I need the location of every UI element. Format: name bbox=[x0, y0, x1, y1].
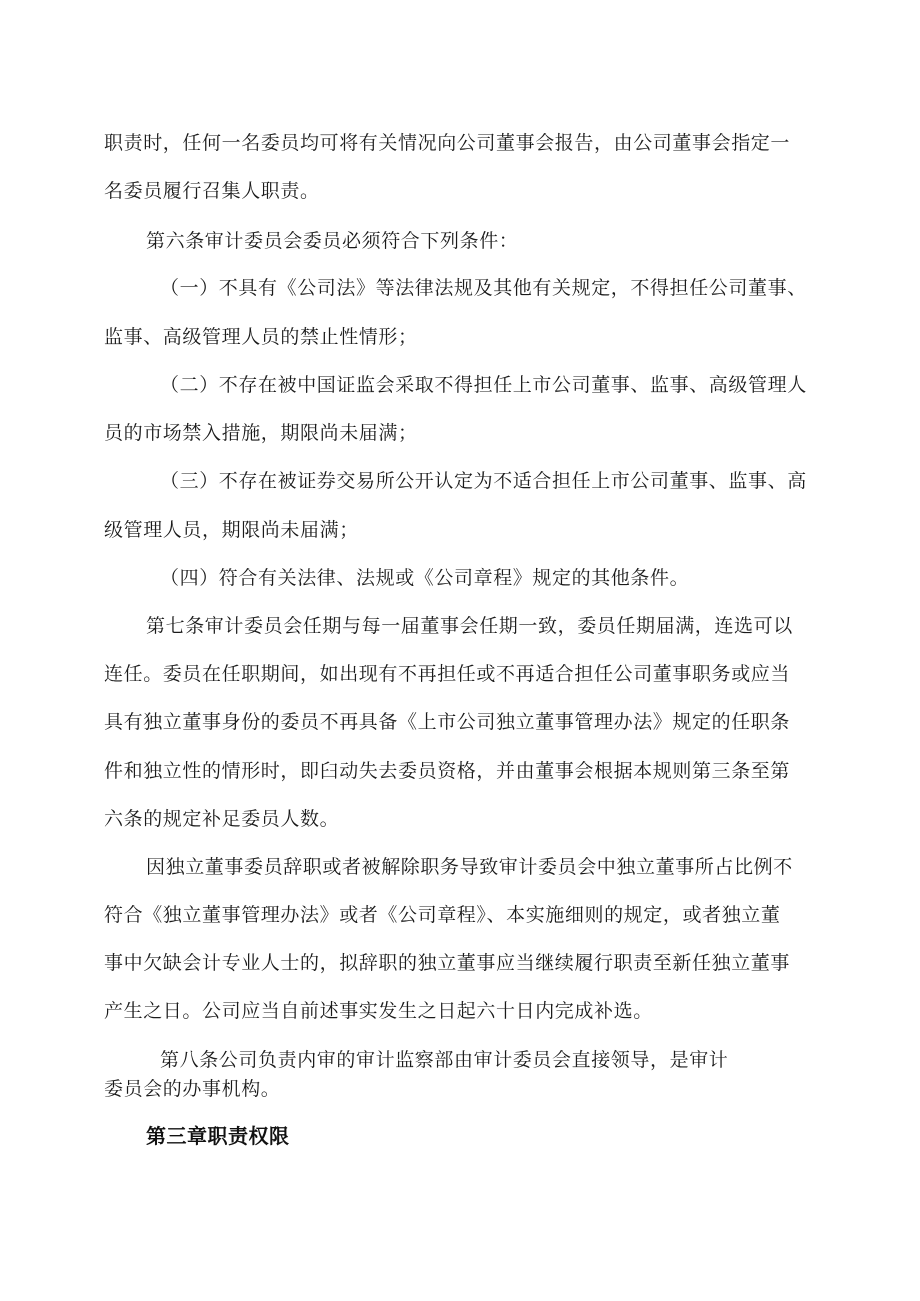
text-line-15: 六条的规定补足委员人数。 bbox=[104, 808, 340, 830]
text-line-10: （四）符合有关法律、法规或《公司章程》规定的其他条件。 bbox=[160, 567, 690, 589]
text-line-14: 件和独立性的情形时，即臼动失去委员资格，并由董事会根据本规则第三条至第 bbox=[104, 760, 791, 782]
text-line-16: 因独立董事委员辞职或者被解除职务导致审计委员会中独立董事所占比例不 bbox=[146, 856, 793, 878]
chapter-heading: 第三章职责权限 bbox=[146, 1124, 290, 1148]
text-line-21: 委员会的办事机构。 bbox=[104, 1078, 281, 1100]
text-line-5: 监事、高级管理人员的禁止性情形； bbox=[104, 326, 418, 348]
text-line-12: 连任。委员在任职期间，如出现有不再担任或不再适合担任公司董事职务或应当 bbox=[104, 663, 791, 685]
text-line-7: 员的市场禁入措施，期限尚未届满； bbox=[104, 422, 418, 444]
text-line-1: 职责时，任何一名委员均可将有关情况向公司董事会报告，由公司董事会指定一 bbox=[104, 132, 791, 154]
text-line-2: 名委员履行召集人职责。 bbox=[104, 180, 320, 202]
text-line-11: 第七条审计委员会任期与每一届董事会任期一致，委员任期届满，连选可以 bbox=[146, 615, 793, 637]
text-line-9: 级管理人员，期限尚未届满； bbox=[104, 519, 359, 541]
text-line-13: 具有独立董事身份的委员不再具备《上市公司独立董事管理办法》规定的任职条 bbox=[104, 711, 791, 733]
text-line-8: （三）不存在被证券交易所公开认定为不适合担任上市公司董事、监事、高 bbox=[160, 470, 807, 492]
text-line-6: （二）不存在被中国证监会采取不得担任上市公司董事、监事、高级管理人 bbox=[160, 374, 807, 396]
text-line-18: 事中欠缺会计专业人士的，拟辞职的独立董事应当继续履行职责至新任独立董事 bbox=[104, 952, 791, 974]
text-line-3: 第六条审计委员会委员必须符合下列条件： bbox=[146, 230, 519, 252]
text-line-17: 符合《独立董事管理办法》或者《公司章程》、本实施细则的规定，或者独立董 bbox=[104, 904, 781, 926]
text-line-19: 产生之日。公司应当自前述事实发生之日起六十日内完成补选。 bbox=[104, 1000, 653, 1022]
text-line-4: （一）不具有《公司法》等法律法规及其他有关规定，不得担任公司董事、 bbox=[160, 277, 807, 299]
text-line-20: 第八条公司负责内审的审计监察部由审计委员会直接领导，是审计 bbox=[160, 1049, 729, 1071]
